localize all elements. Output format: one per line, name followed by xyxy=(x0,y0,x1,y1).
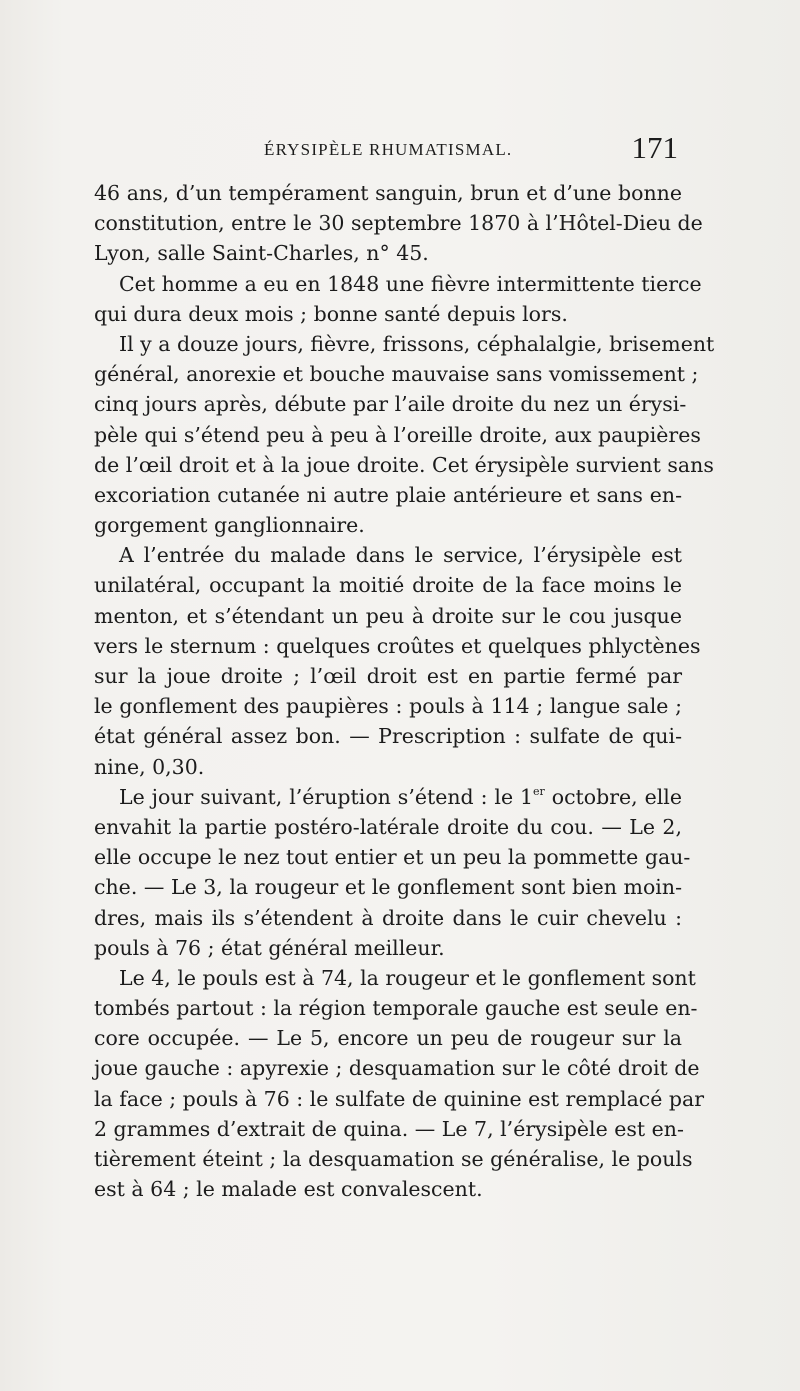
ordinal-superscript: er xyxy=(533,784,545,798)
text-line: core occupée. — Le 5, encore un peu de rougeur sur la xyxy=(94,1026,682,1051)
text-line: qui dura deux mois ; bonne santé depuis lors. xyxy=(94,301,568,326)
text-line: menton, et s’étendant un peu à droite sur le cou jusque xyxy=(94,603,682,628)
page-header xyxy=(94,130,684,174)
text-line: gorgement ganglionnaire. xyxy=(94,513,365,538)
page-number: 171 xyxy=(631,130,678,165)
running-title: ÉRYSIPÈLE RHUMATISMAL. xyxy=(264,140,513,159)
text-line: excoriation cutanée ni autre plaie antérieure et sans en- xyxy=(94,482,682,507)
text-line: 2 grammes d’extrait de quina. — Le 7, l’érysipèle est en- xyxy=(94,1116,684,1141)
text-line: che. — Le 3, la rougeur et le gonflement sont bien moin- xyxy=(94,875,682,900)
text-line: constitution, entre le 30 septembre 1870 à l’Hôtel-Dieu de xyxy=(94,211,703,236)
text-line: sur la joue droite ; l’œil droit est en partie fermé par xyxy=(94,664,682,688)
text-line: le gonflement des paupières : pouls à 114 ; langue sale ; xyxy=(94,694,682,719)
text-line: état général assez bon. — Prescription : sulfate de qui- xyxy=(94,724,682,749)
text-line: vers le sternum : quelques croûtes et quelques phlyctènes xyxy=(94,633,701,658)
text-line: unilatéral, occupant la moitié droite de la face moins le xyxy=(94,573,682,598)
text-line: nine, 0,30. xyxy=(94,754,205,779)
text-line: est à 64 ; le malade est convalescent. xyxy=(94,1177,483,1202)
text-line: dres, mais ils s’étendent à droite dans le cuir chevelu : xyxy=(94,905,682,930)
text-line: tombés partout : la région temporale gauche est seule en- xyxy=(94,996,698,1021)
text-line: général, anorexie et bouche mauvaise sans vomissement ; xyxy=(94,362,699,387)
text-line: elle occupe le nez tout entier et un peu la pommette gau- xyxy=(94,845,691,870)
text-line xyxy=(94,782,682,812)
text-line: tièrement éteint ; la desquamation se généralise, le pouls xyxy=(94,1147,693,1171)
text-line: pèle qui s’étend peu à peu à l’oreille droite, aux paupières xyxy=(94,422,701,447)
text-line: Il y a douze jours, fièvre, frissons, céphalalgie, brisement xyxy=(119,331,715,356)
text-line: 46 ans, d’un tempérament sanguin, brun et d’une bonne xyxy=(94,181,682,205)
text-line-end: octobre, elle xyxy=(544,784,682,809)
text-line: Lyon, salle Saint-Charles, n° 45. xyxy=(94,241,429,266)
text-line: Le 4, le pouls est à 74, la rougeur et le gonflement sont xyxy=(119,965,696,990)
text-line: cinq jours après, débute par l’aile droite du nez un érysi- xyxy=(94,392,687,417)
text-line: Cet homme a eu en 1848 une fièvre intermittente tierce xyxy=(119,271,702,296)
body-text xyxy=(94,178,715,1204)
text-line: pouls à 76 ; état général meilleur. xyxy=(94,935,445,960)
text-line: A l’entrée du malade dans le service, l’érysipèle est xyxy=(119,543,682,568)
text-line: de l’œil droit et à la joue droite. Cet érysipèle survient sans xyxy=(94,452,714,477)
text-line-start: Le jour suivant, l’éruption s’étend : le 1 xyxy=(119,784,534,809)
text-line: la face ; pouls à 76 : le sulfate de quinine est remplacé par xyxy=(94,1086,705,1111)
text-line: joue gauche : apyrexie ; desquamation sur le côté droit de xyxy=(94,1056,700,1081)
text-line: envahit la partie postéro-latérale droite du cou. — Le 2, xyxy=(94,814,682,839)
